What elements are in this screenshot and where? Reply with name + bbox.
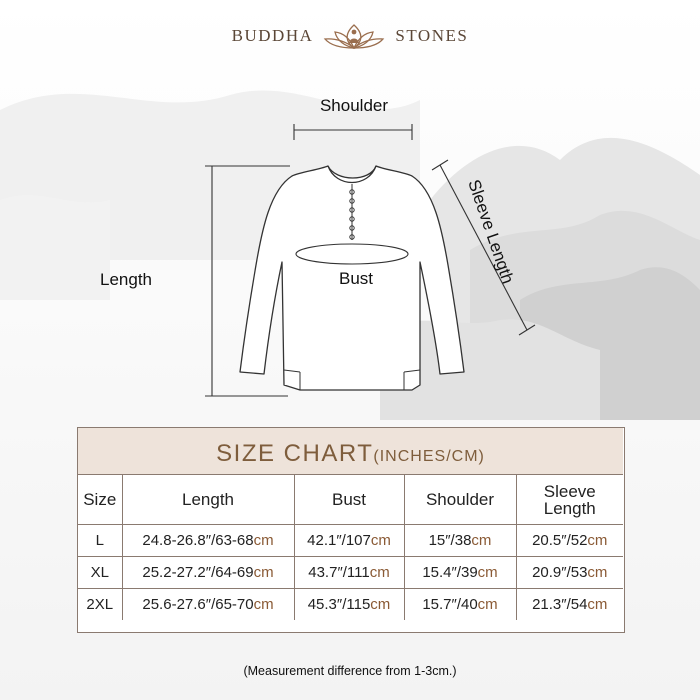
cell-length: 25.6-27.6″/65-70cm (122, 589, 294, 621)
size-chart-grid (78, 475, 623, 620)
table-row (78, 589, 623, 621)
cell-shoulder: 15.7″/40cm (404, 589, 516, 621)
cell-size: XL (78, 557, 122, 589)
size-chart-unit-text: (INCHES/CM) (373, 448, 485, 465)
header-length: Length (122, 475, 294, 525)
cell-sleeve: 20.9″/53cm (516, 557, 623, 589)
cell-size: L (78, 525, 122, 557)
cell-length: 24.8-26.8″/63-68cm (122, 525, 294, 557)
size-chart-title (78, 428, 623, 475)
shoulder-measure-line (294, 124, 412, 140)
table-row (78, 525, 623, 557)
cell-sleeve: 20.5″/52cm (516, 525, 623, 557)
cell-size: 2XL (78, 589, 122, 621)
header-shoulder: Shoulder (404, 475, 516, 525)
brand-name-left: BUDDHA (231, 26, 314, 45)
sleeve-length-label: Sleeve Length (464, 177, 518, 287)
length-label: Length (100, 270, 152, 289)
cell-shoulder: 15″/38cm (404, 525, 516, 557)
brand-name-right: STONES (395, 26, 469, 45)
size-chart-title-text: SIZE CHART (216, 440, 374, 467)
header-size: Size (78, 475, 122, 525)
header-sleeve-line1: Sleeve (543, 481, 596, 501)
header-row (78, 475, 623, 525)
shoulder-label: Shoulder (319, 96, 389, 115)
table-row (78, 557, 623, 589)
header-sleeve-length (516, 475, 623, 525)
size-chart-table (77, 427, 625, 633)
cell-length: 25.2-27.2″/64-69cm (122, 557, 294, 589)
cell-bust: 43.7″/111cm (294, 557, 404, 589)
measurement-note: (Measurement difference from 1-3cm.) (243, 664, 457, 678)
cell-bust: 42.1″/107cm (294, 525, 404, 557)
header-bust: Bust (294, 475, 404, 525)
cell-bust: 45.3″/115cm (294, 589, 404, 621)
cell-sleeve: 21.3″/54cm (516, 589, 623, 621)
cell-shoulder: 15.4″/39cm (404, 557, 516, 589)
header-sleeve-line2: Length (543, 498, 596, 518)
bust-label: Bust (338, 269, 374, 288)
